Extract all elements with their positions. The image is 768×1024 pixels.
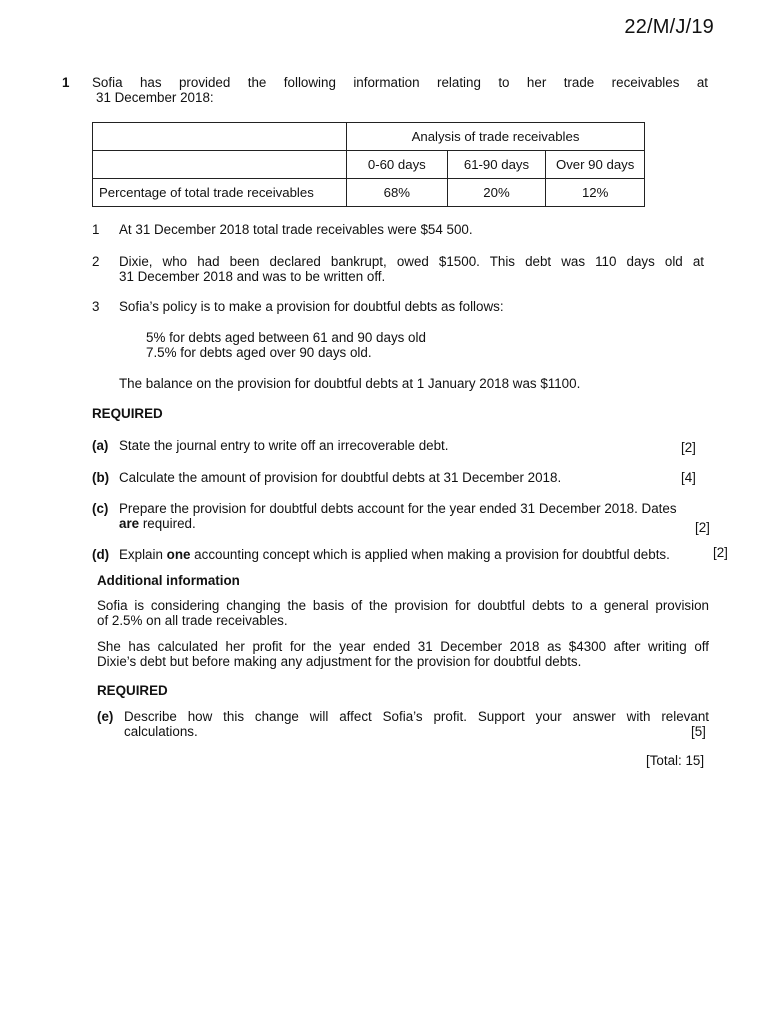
note-number: 2 <box>92 254 100 269</box>
part-text-line-1: Describe how this change will affect Sofia’s profit. Support your answer with relevant <box>124 709 709 724</box>
note-3 <box>92 299 704 314</box>
question-number: 1 <box>62 75 70 90</box>
emphasis: one <box>166 547 191 562</box>
note-text-line-2: 31 December 2018 and was to be written off. <box>119 269 386 284</box>
part-d <box>92 547 732 562</box>
part-text <box>119 547 732 562</box>
question-intro <box>92 75 708 105</box>
table-cell: 12% <box>546 179 645 207</box>
note-text: Sofia’s policy is to make a provision for doubtful debts as follows: <box>119 299 504 314</box>
part-text-line-2: calculations. <box>124 724 198 739</box>
paper-code: 22/M/J/19 <box>624 16 714 38</box>
part-label: (b) <box>92 470 110 485</box>
note-number: 3 <box>92 299 100 314</box>
table-header-row <box>93 123 645 151</box>
paragraph-line-1: Sofia is considering changing the basis of the provision for doubtful debts to a general provision <box>97 598 709 613</box>
column-header: Over 90 days <box>546 151 645 179</box>
paragraph-line-1: She has calculated her profit for the year ended 31 December 2018 as $4300 after writing off <box>97 639 709 654</box>
part-text-post: accounting concept which is applied when making a provision for doubtful debts. <box>190 547 670 562</box>
note-text-line-1: Dixie, who had been declared bankrupt, owed $1500. This debt was 110 days old at <box>119 254 704 269</box>
column-header: 0-60 days <box>347 151 448 179</box>
required-heading-2: REQUIRED <box>97 683 168 698</box>
part-text-line-2 <box>119 516 710 531</box>
note-number: 1 <box>92 222 100 237</box>
required-heading: REQUIRED <box>92 406 163 421</box>
marks: [2] <box>681 440 696 455</box>
part-text: Calculate the amount of provision for doubtful debts at 31 December 2018. <box>119 470 562 485</box>
note-text: At 31 December 2018 total trade receivables were $54 500. <box>119 222 473 237</box>
part-text-pre: Explain <box>119 547 167 562</box>
part-a <box>92 438 710 453</box>
part-c <box>92 501 710 535</box>
policy-rates <box>146 330 426 360</box>
note-2 <box>92 254 704 284</box>
column-header: 61-90 days <box>447 151 546 179</box>
receivables-table <box>92 122 645 207</box>
part-b <box>92 470 710 485</box>
marks: [4] <box>681 470 696 485</box>
part-text: State the journal entry to write off an irrecoverable debt. <box>119 438 449 453</box>
additional-paragraph-1 <box>97 598 709 628</box>
part-label: (e) <box>97 709 114 724</box>
part-text-rest: required. <box>139 516 196 531</box>
note-1 <box>92 222 704 237</box>
policy-rate-1: 5% for debts aged between 61 and 90 days old <box>146 330 426 345</box>
table-cell: 20% <box>447 179 546 207</box>
intro-line-2: 31 December 2018: <box>96 90 214 105</box>
additional-paragraph-2 <box>97 639 709 669</box>
row-label: Percentage of total trade receivables <box>93 179 347 207</box>
table-group-header: Analysis of trade receivables <box>347 123 645 151</box>
marks: [2] <box>713 545 728 560</box>
additional-info-heading: Additional information <box>97 573 240 588</box>
table-cell: 68% <box>347 179 448 207</box>
part-e <box>97 709 709 739</box>
part-label: (c) <box>92 501 109 516</box>
marks: [5] <box>691 724 706 739</box>
total-marks: [Total: 15] <box>646 753 705 768</box>
part-label: (a) <box>92 438 109 453</box>
balance-note: The balance on the provision for doubtful debts at 1 January 2018 was $1100. <box>119 376 581 391</box>
paragraph-line-2: Dixie’s debt but before making any adjustment for the provision for doubtful debts. <box>97 654 582 669</box>
part-text-line-1: Prepare the provision for doubtful debts account for the year ended 31 December 2018. Dates <box>119 501 677 516</box>
policy-rate-2: 7.5% for debts aged over 90 days old. <box>146 345 372 360</box>
emphasis: are <box>119 516 140 531</box>
paragraph-line-2: of 2.5% on all trade receivables. <box>97 613 288 628</box>
part-label: (d) <box>92 547 110 562</box>
table-row <box>93 179 645 207</box>
table-empty-cell <box>93 123 347 151</box>
marks: [2] <box>695 520 710 535</box>
table-empty-cell <box>93 151 347 179</box>
table-column-row <box>93 151 645 179</box>
intro-line-1: Sofia has provided the following information relating to her trade receivables at <box>92 75 708 90</box>
